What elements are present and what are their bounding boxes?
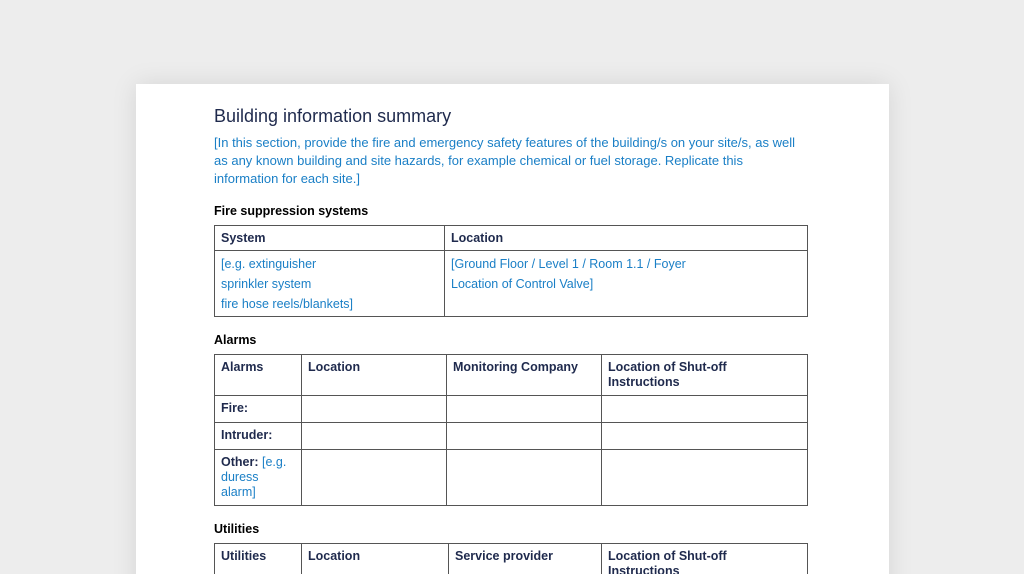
other-alarm-hint: [e.g. duress alarm] xyxy=(221,455,287,499)
empty-cell[interactable] xyxy=(602,450,808,506)
table-row xyxy=(215,450,808,506)
table-header-row xyxy=(215,226,808,251)
row-label-fire: Fire: xyxy=(215,396,302,423)
location-line: Location of Control Valve] xyxy=(451,277,594,291)
fire-suppression-heading: Fire suppression systems xyxy=(214,204,369,218)
row-label-other: Other: xyxy=(221,455,259,469)
page-title: Building information summary xyxy=(214,106,452,126)
header-utilities: Utilities xyxy=(215,544,302,574)
empty-cell[interactable] xyxy=(302,450,447,506)
empty-cell[interactable] xyxy=(447,396,602,423)
empty-cell[interactable] xyxy=(302,396,447,423)
system-line: sprinkler system xyxy=(221,277,312,291)
header-system: System xyxy=(215,226,445,251)
empty-cell[interactable] xyxy=(302,423,447,450)
system-line: fire hose reels/blankets] xyxy=(221,297,354,311)
empty-cell[interactable] xyxy=(602,396,808,423)
table-header-row xyxy=(215,355,808,396)
intro-placeholder-text: [In this section, provide the fire and emergency safety features of the building/s on your site/s, as well as any known building and site hazards, for example chemical or fuel storage. Replicate this information for each site.] xyxy=(214,135,795,186)
table-row xyxy=(215,423,808,450)
row-label-intruder: Intruder: xyxy=(215,423,302,450)
location-cell[interactable] xyxy=(445,251,808,317)
header-location: Location xyxy=(302,355,447,396)
document-content xyxy=(214,104,807,574)
empty-cell[interactable] xyxy=(602,423,808,450)
header-shutoff-instructions: Location of Shut-off Instructions xyxy=(602,544,808,574)
alarms-table xyxy=(214,354,808,506)
system-cell[interactable] xyxy=(215,251,445,317)
fire-suppression-table xyxy=(214,225,808,317)
header-location: Location xyxy=(445,226,808,251)
table-row xyxy=(215,251,808,317)
alarms-heading: Alarms xyxy=(214,333,257,347)
row-label-other-cell xyxy=(215,450,302,506)
utilities-heading: Utilities xyxy=(214,522,260,536)
header-location: Location xyxy=(302,544,449,574)
document-page xyxy=(136,84,889,574)
table-row xyxy=(215,396,808,423)
header-monitoring-company: Monitoring Company xyxy=(447,355,602,396)
utilities-table xyxy=(214,543,808,574)
table-header-row xyxy=(215,544,808,574)
location-line: [Ground Floor / Level 1 / Room 1.1 / Foyer xyxy=(451,257,686,271)
header-shutoff-instructions: Location of Shut-off Instructions xyxy=(602,355,808,396)
empty-cell[interactable] xyxy=(447,450,602,506)
empty-cell[interactable] xyxy=(447,423,602,450)
system-line: [e.g. extinguisher xyxy=(221,257,317,271)
header-alarms: Alarms xyxy=(215,355,302,396)
header-service-provider: Service provider xyxy=(449,544,602,574)
